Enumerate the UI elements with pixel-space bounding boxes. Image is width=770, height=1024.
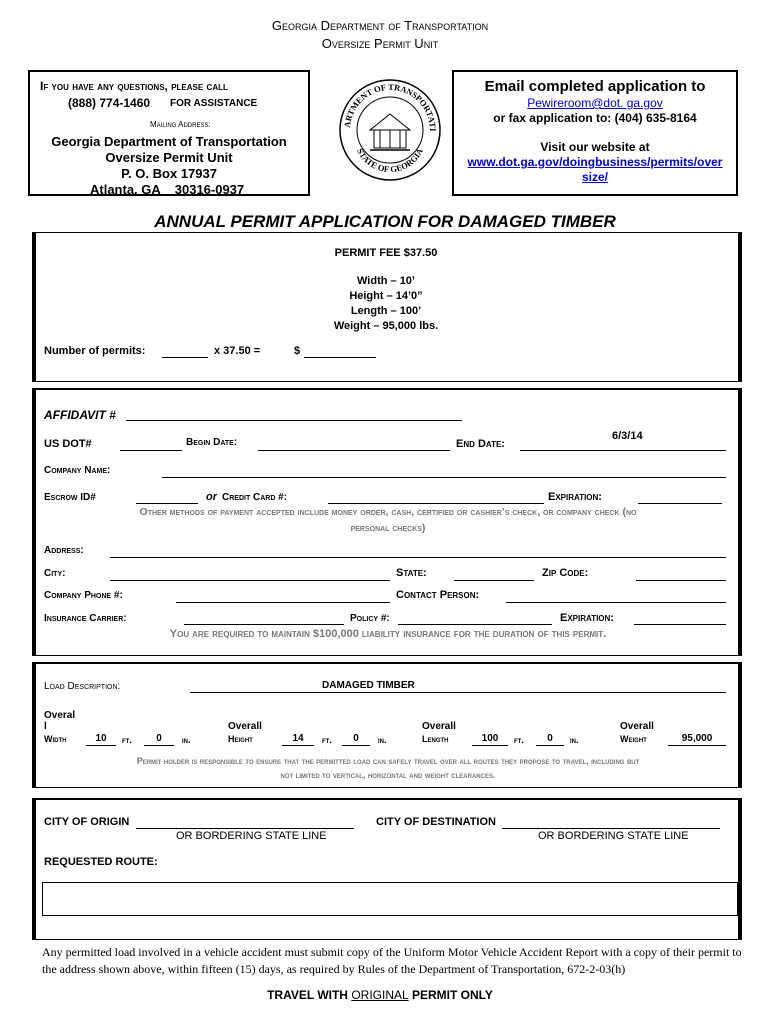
- overall-height-label: Overall: [228, 721, 262, 732]
- email-box: [452, 70, 738, 196]
- email-title: Email completed application to: [484, 78, 706, 95]
- company-phone-field[interactable]: [176, 602, 390, 603]
- affidavit-field[interactable]: [126, 420, 462, 421]
- insurance-carrier-label: Insurance Carrier:: [44, 613, 127, 624]
- weight-field[interactable]: [668, 745, 726, 746]
- header-agency: Georgia Department of Transportation: [271, 18, 489, 33]
- city-label: City:: [44, 568, 66, 579]
- length-in-value[interactable]: 0: [547, 733, 553, 744]
- end-date-field[interactable]: [520, 450, 726, 451]
- contact-person-label: Contact Person:: [396, 589, 480, 601]
- assistance-text: FOR ASSISTANCE: [170, 98, 258, 109]
- card-expiration-field[interactable]: [638, 503, 722, 504]
- credit-card-label: Credit Card #:: [222, 492, 288, 503]
- form-title: ANNUAL PERMIT APPLICATION FOR DAMAGED TIMBER: [154, 212, 616, 231]
- liability-note: You are required to maintain $100,000 liability insurance for the duration of this permit.: [169, 628, 607, 640]
- payment-methods-note: Other methods of payment accepted include money order, cash, certified or cashier’s check, or company check (no: [139, 506, 637, 518]
- weight-label: Weight: [620, 734, 647, 744]
- city-of-destination-label: CITY OF DESTINATION: [376, 816, 496, 828]
- website-link-cont[interactable]: size/: [581, 170, 608, 184]
- city-of-origin-label: CITY OF ORIGIN: [44, 816, 130, 828]
- end-date-label: End Date:: [456, 438, 505, 450]
- route-box: [32, 798, 742, 940]
- address-field[interactable]: [110, 557, 726, 558]
- requested-route-field[interactable]: [42, 882, 738, 916]
- usdot-label: US DOT#: [44, 438, 92, 450]
- expiration-label: Expiration:: [548, 491, 602, 503]
- width-label: Width: [44, 734, 67, 744]
- usdot-field[interactable]: [120, 450, 182, 451]
- length-ft-value[interactable]: 100: [481, 733, 499, 744]
- width-in-unit: in.: [182, 735, 191, 745]
- number-of-permits-label: Number of permits:: [44, 345, 146, 357]
- load-description-field[interactable]: [190, 692, 726, 693]
- length-ft-field[interactable]: [472, 745, 508, 746]
- load-description-value[interactable]: DAMAGED TIMBER: [322, 680, 415, 691]
- length-in-unit: in.: [570, 735, 579, 745]
- begin-date-label: Begin Date:: [186, 437, 238, 448]
- mail-address-line4: Atlanta. GA 30316-0937: [90, 182, 245, 197]
- svg-text:DEPARTMENT OF TRANSPORTATION: ARTMENT OF TRANSPORTATI: [342, 81, 439, 132]
- state-label: State:: [396, 567, 427, 579]
- height-in-value[interactable]: 0: [353, 733, 359, 744]
- city-field[interactable]: [110, 580, 390, 581]
- origin-bordering-note: OR BORDERING STATE LINE: [176, 830, 327, 842]
- header-unit: Oversize Permit Unit: [321, 36, 439, 51]
- clearance-note: Permit holder is responsible to ensure that the permitted load can safely travel over all routes they propose to travel, including but: [136, 756, 640, 766]
- width-ft-field[interactable]: [86, 745, 116, 746]
- fee-box: [32, 232, 742, 382]
- width-ft-unit: ft.: [122, 735, 132, 745]
- insurance-expiration-field[interactable]: [634, 624, 726, 625]
- svg-text:STATE OF GEORGIA: STATE OF GEORGIA: [355, 146, 425, 175]
- dollar-sign: $: [294, 345, 301, 357]
- phone-number[interactable]: (888) 774-1460: [68, 96, 151, 110]
- requested-route-label: REQUESTED ROUTE:: [44, 856, 158, 868]
- begin-date-field[interactable]: [258, 450, 450, 451]
- mail-address-line2: Oversize Permit Unit: [105, 150, 233, 165]
- questions-text: If you have any questions, please call: [40, 79, 228, 93]
- state-field[interactable]: [454, 580, 534, 581]
- overall-length-label: Overall: [422, 721, 456, 732]
- total-field[interactable]: [304, 357, 376, 358]
- clearance-note-cont: not limited to vertical, horizontal and weight clearances.: [280, 770, 496, 780]
- destination-bordering-note: OR BORDERING STATE LINE: [538, 830, 689, 842]
- policy-field[interactable]: [398, 624, 552, 625]
- travel-with-original-note: TRAVEL WITH ORIGINAL PERMIT ONLY: [267, 988, 493, 1002]
- affidavit-label: AFFIDAVIT #: [44, 408, 116, 422]
- mailing-address-label: Mailing Address:: [150, 120, 211, 129]
- escrow-id-field[interactable]: [136, 503, 198, 504]
- height-label: Height: [228, 734, 253, 744]
- max-length: Length – 100’: [350, 305, 422, 317]
- gdot-seal-icon: [338, 78, 442, 182]
- length-in-field[interactable]: [536, 745, 564, 746]
- contact-box: [28, 70, 310, 196]
- website-label: Visit our website at: [540, 140, 650, 154]
- accident-report-note: Any permitted load involved in a vehicle accident must submit copy of the Uniform Motor Vehicle Accident Report with a copy of their permit to the address shown above, within fifteen (15) days, as required by Rules of the Department of Transportation, 672-2-03(h): [42, 945, 742, 976]
- company-name-field[interactable]: [162, 477, 726, 478]
- contact-person-field[interactable]: [506, 602, 726, 603]
- width-ft-value[interactable]: 10: [95, 733, 107, 744]
- email-link[interactable]: Pewireroom@dot. ga.gov: [527, 96, 663, 110]
- website-link[interactable]: www.dot.ga.gov/doingbusiness/permits/over: [467, 155, 723, 169]
- company-phone-label: Company Phone #:: [44, 590, 123, 601]
- city-of-destination-field[interactable]: [502, 828, 720, 829]
- length-label: Length: [422, 734, 449, 744]
- max-weight: Weight – 95,000 lbs.: [333, 320, 439, 332]
- fax-text: or fax application to: (404) 635-8164: [493, 111, 697, 125]
- or-text: or: [206, 491, 217, 503]
- insurance-carrier-field[interactable]: [184, 624, 344, 625]
- number-of-permits-field[interactable]: [162, 357, 208, 358]
- mail-address-line1: Georgia Department of Transportation: [51, 134, 287, 149]
- load-description-label: Load Description:: [44, 681, 121, 692]
- length-ft-unit: ft.: [514, 735, 524, 745]
- height-in-unit: in.: [378, 735, 387, 745]
- permit-fee: PERMIT FEE $37.50: [334, 247, 438, 259]
- width-in-value[interactable]: 0: [156, 733, 162, 744]
- height-in-field[interactable]: [342, 745, 370, 746]
- max-width: Width – 10’: [357, 275, 415, 287]
- load-box: [32, 662, 742, 788]
- affidavit-box: [32, 388, 742, 656]
- zip-code-field[interactable]: [636, 580, 726, 581]
- height-ft-unit: ft.: [322, 735, 332, 745]
- overall-width-label-2: l: [44, 721, 47, 732]
- policy-label: Policy #:: [350, 613, 390, 624]
- mail-address-line3: P. O. Box 17937: [121, 166, 217, 181]
- escrow-id-label: Escrow ID#: [44, 492, 96, 503]
- zip-code-label: Zip Code:: [542, 567, 589, 579]
- address-label: Address:: [44, 545, 84, 556]
- width-in-field[interactable]: [144, 745, 174, 746]
- overall-width-label-1: Overal: [44, 710, 76, 721]
- height-ft-field[interactable]: [282, 745, 314, 746]
- city-of-origin-field[interactable]: [136, 828, 354, 829]
- credit-card-field[interactable]: [328, 503, 544, 504]
- company-name-label: Company Name:: [44, 465, 111, 476]
- insurance-expiration-label: Expiration:: [560, 612, 614, 624]
- height-ft-value[interactable]: 14: [292, 733, 304, 744]
- payment-methods-note-cont: personal checks): [350, 522, 426, 534]
- end-date-value[interactable]: 6/3/14: [612, 430, 643, 442]
- max-height: Height – 14’0”: [349, 290, 423, 302]
- weight-value[interactable]: 95,000: [681, 733, 713, 744]
- overall-weight-label: Overall: [620, 721, 654, 732]
- multiplier-text: x 37.50 =: [214, 345, 261, 357]
